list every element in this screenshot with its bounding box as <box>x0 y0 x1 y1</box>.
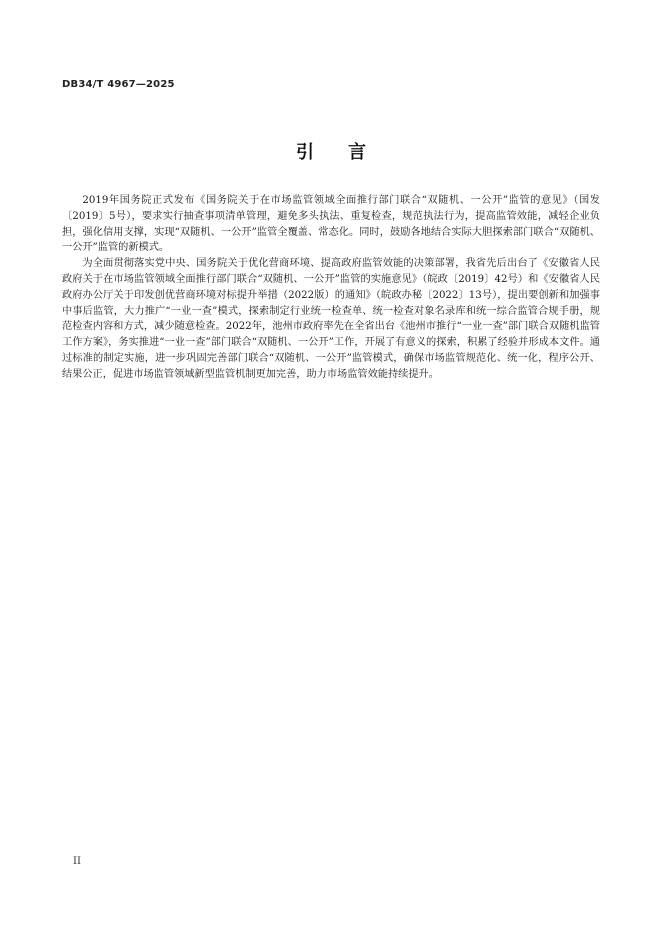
page-number: II <box>73 856 81 867</box>
document-code: DB34/T 4967—2025 <box>62 79 175 90</box>
body-text <box>62 193 600 383</box>
paragraph-1: 2019年国务院正式发布《国务院关于在市场监管领域全面推行部门联合“双随机、一公开”监管的意见》（国发〔2019〕5号），要求实行抽查事项清单管理，避免多头执法、重复检查，规范执法行为，提高监管效能，减轻企业负担，强化信用支撑，实现“双随机、一公开”监管全覆盖、常态化。同时，鼓励各地结合实际大胆探索部门联合“双随机、一公开”监管的新模式。 <box>62 195 600 254</box>
paragraph-2: 为全面贯彻落实党中央、国务院关于优化营商环境、提高政府监管效能的决策部署，我省先后出台了《安徽省人民政府关于在市场监管领域全面推行部门联合“双随机、一公开”监管的实施意见》（皖政〔2019〕42号）和《安徽省人民政府办公厅关于印发创优营商环境对标提升举措（2022版）的通知》（皖政办秘〔2022〕13号），提出要创新和加强事中事后监管，大力推广“一业一查”模式，探索制定行业统一检查单、统一检查对象名录库和统一综合监管合规手册，规范检查内容和方式，减少随意检查。2022年，池州市政府率先在全省出台《池州市推行“一业一查”部门联合双随机监管工作方案》，务实推进“一业一查”部门联合“双随机、一公开”工作，开展了有意义的探索，积累了经验并形成本文件。通过标准的制定实施，进一步巩固完善部门联合“双随机、一公开”监管模式，确保市场监管规范化、统一化，程序公开、结果公正，促进市场监管领域新型监管机制更加完善，助力市场监管效能持续提升。 <box>62 258 600 380</box>
section-title: 引言 <box>296 142 400 163</box>
